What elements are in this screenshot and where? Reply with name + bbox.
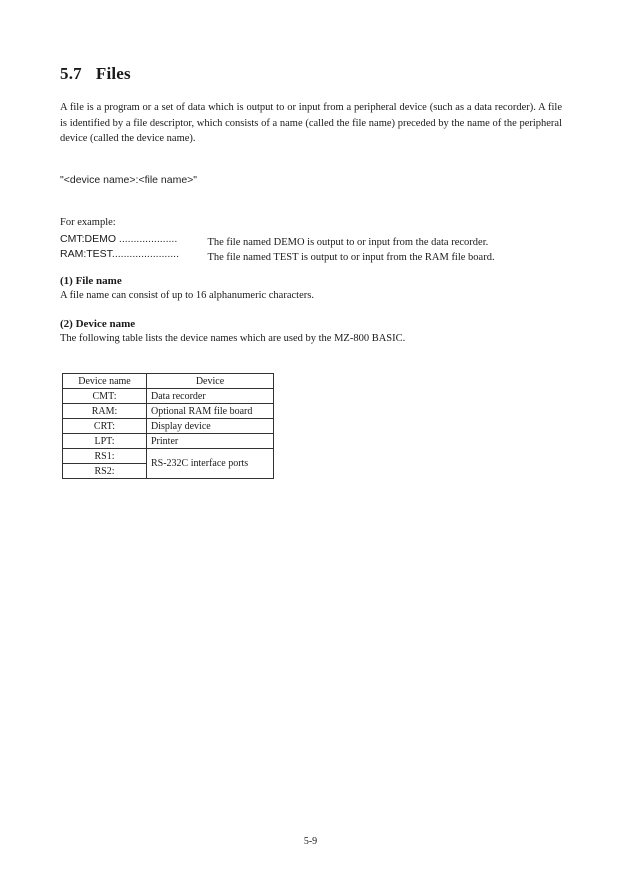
intro-paragraph: A file is a program or a set of data which is output to or input from a peripheral device (such as a data recorder). A file is identified by a file descriptor, which consists of a name (called the file name) preceded by the name of the peripheral device (called the device name). (60, 102, 562, 144)
device-name-cell: CMT: (63, 389, 147, 404)
example-term: RAM:TEST....................... (60, 248, 180, 260)
table-row (63, 419, 274, 434)
example-description: The file named DEMO is output to or input from the data recorder. (207, 237, 489, 248)
device-cell: RS-232C interface ports (147, 449, 274, 479)
device-name-cell: RAM: (63, 404, 147, 419)
device-name-cell: CRT: (63, 419, 147, 434)
example-description: The file named TEST is output to or input from the RAM file board. (207, 252, 495, 263)
example-term: CMT:DEMO .................... (60, 233, 178, 245)
section-number: 5.7 (60, 64, 82, 83)
device-name-cell: RS2: (63, 464, 147, 479)
table-row (63, 389, 274, 404)
device-name-cell: LPT: (63, 434, 147, 449)
device-name-heading: (2) Device name (60, 318, 136, 330)
section-title (60, 64, 131, 84)
device-cell: Display device (147, 419, 274, 434)
device-name-text: The following table lists the device names which are used by the MZ-800 BASIC. (60, 333, 406, 344)
example-row (60, 248, 570, 263)
file-name-heading: (1) File name (60, 275, 122, 287)
table-header-row (63, 374, 274, 389)
section-title-text: Files (95, 64, 131, 83)
example-label: For example: (60, 217, 116, 228)
device-cell: Printer (147, 434, 274, 449)
device-cell: Data recorder (147, 389, 274, 404)
table-row (63, 449, 274, 464)
file-name-text: A file name can consist of up to 16 alphanumeric characters. (60, 290, 314, 301)
table-row (63, 404, 274, 419)
column-header-device: Device (147, 374, 274, 389)
example-row (60, 233, 570, 248)
file-descriptor-format: "<device name>:<file name>" (60, 174, 198, 186)
device-table (62, 373, 274, 479)
device-name-cell: RS1: (63, 449, 147, 464)
column-header-device-name: Device name (63, 374, 147, 389)
table-row (63, 434, 274, 449)
page-number: 5-9 (303, 836, 318, 847)
device-cell: Optional RAM file board (147, 404, 274, 419)
